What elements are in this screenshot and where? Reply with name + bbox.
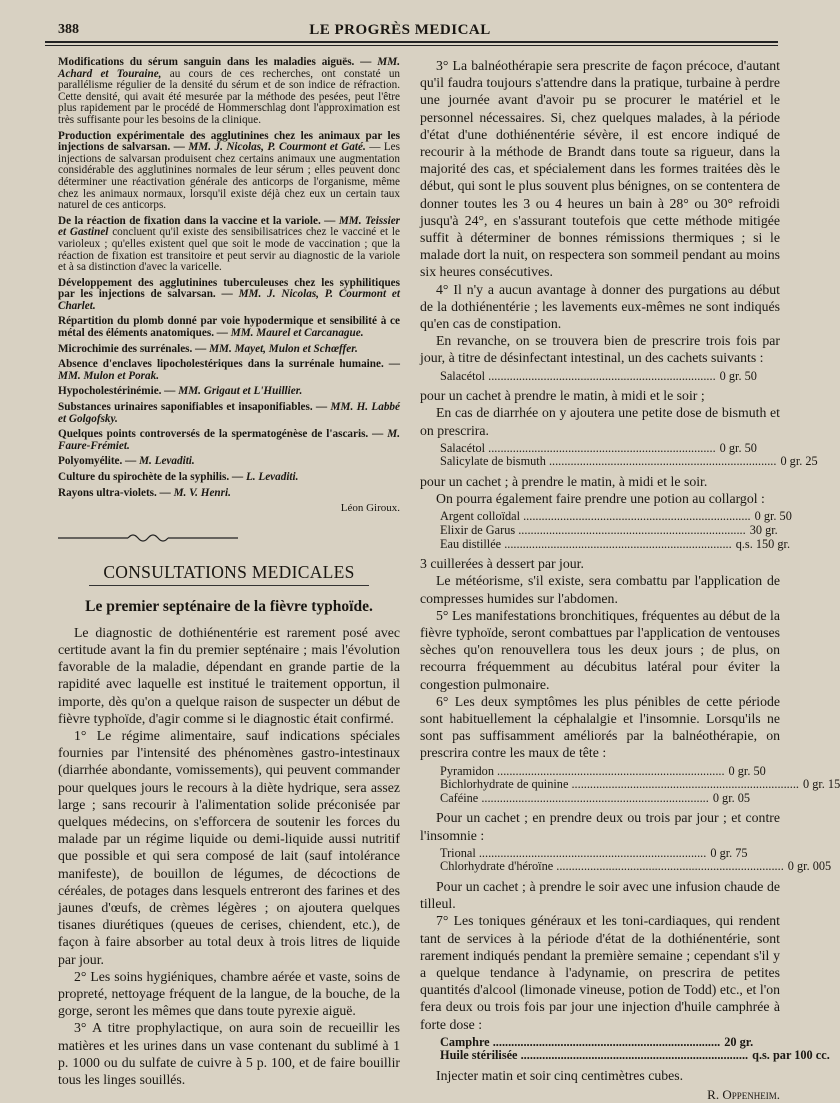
ingredient-name: Caféine ..... <box>440 792 709 806</box>
paragraph: En revanche, on se trouvera bien de prescrire trois fois par jour, à titre de désinfectant intestinal, un des cachets suivants : <box>420 333 780 366</box>
ingredient-name: Pyramidon ..... <box>440 765 725 779</box>
paragraph: Pour un cachet ; à prendre le soir avec une infusion chaude de tilleul. <box>420 879 780 912</box>
abstract-title: Production expérimentale des agglutinines chez les animaux par les injections de salvarsan. <box>58 129 400 154</box>
paragraph: On pourra également faire prendre une potion au collargol : <box>436 491 765 507</box>
abstract-entry <box>58 344 400 356</box>
paragraph: Le diagnostic de dothiénentérie est rarement posé avec certitude avant la fin du premier septénaire ; mais l'évolution favorable de la maladie, dépendant en grande partie de la rapidité avec laquelle est institué le traitement opportun, il importe, dès qu'on a quelque raison de suspecter un début de fièvre typhoïde, d'agir comme si le diagnostic était confirmé. <box>58 624 400 726</box>
paragraph: Le météorisme, s'il existe, sera combattu par l'application de compresses humides sur l'abdomen. <box>420 573 780 606</box>
article-author: R. Oppenheim. <box>707 1087 780 1103</box>
article-title: Le premier septénaire de la fièvre typhoïde. <box>85 597 373 615</box>
abstract-authors: — MM. Mulon et Porak. <box>58 358 401 382</box>
ingredient-dose: 0 gr. 05 <box>712 790 751 805</box>
abstract-title: Modifications du sérum sanguin dans les maladies aiguës. <box>58 56 355 68</box>
abstract-title: Répartition du plomb donné par voie hypodermique et sensibilité à ce métal des éléments anatomiques. <box>58 315 400 340</box>
abstract-title: Substances urinaires saponifiables et insaponifiables. <box>58 401 313 414</box>
prescription-line <box>440 523 778 538</box>
prescription-line <box>440 536 791 552</box>
ingredient-dose: 0 gr. 50 <box>728 763 766 778</box>
abstract-text: au cours de ces recherches, ont constaté un parallélisme régulier de la densité du sérum et de son indice de réfraction. Cette densité, qui avait été mesurée par la méthode des pesées, peut l'être plus rapidement par le procédé de Hommerschlag dont l'approximation est très suffisante pour les besoins de la clinique. <box>58 67 401 126</box>
right-column <box>420 57 840 1103</box>
paragraph: 1° Le régime alimentaire, sauf indications spéciales fournies par l'intensité des phénomènes gastro-intestinaux (diarrhée abondante, vomissements), qui peuvent commander pour quelques jours le recours à la diète hydrique, sera assez large ; sans recourir à l'alimentation solide préconisée par quelques médecins, on s'efforcera de soutenir les forces du malade par un régime liquide ou demi-liquide aussi nutritif que possible et qui sera composé de lait (sauf intolérance manifeste), de bouillon de légumes, de décoctions de céréales, de potages dans lesquels entreront des farines et des jaunes d'œufs, de crèmes légères ; on ajoutera quelques tisanes diurétiques (queues de cerises, chiendent, etc.), de façon à faire absorber au total deux à trois litres de liquide par jour. <box>58 728 400 967</box>
ingredient-dose: 0 gr. 005 <box>787 859 832 874</box>
abstract-entry <box>58 278 400 313</box>
prescription-line <box>440 454 818 469</box>
abstract-entry <box>58 57 400 127</box>
ingredient-dose: 0 gr. 25 <box>780 454 818 469</box>
ingredient-name: Trional ..... <box>440 847 706 861</box>
header-rule <box>45 41 778 43</box>
paragraph: pour un cachet ; à prendre le matin, à midi et le soir. <box>420 474 708 490</box>
paragraph: Injecter matin et soir cinq centimètres cubes. <box>436 1068 684 1084</box>
prescription-line <box>440 859 832 874</box>
abstract-title: Polyomyélite. <box>58 455 123 468</box>
abstract-authors: — M. Faure-Frémiet. <box>58 428 400 452</box>
ornamental-divider-icon <box>58 531 238 545</box>
paragraph: 5° Les manifestations bronchitiques, fréquentes au début de la fièvre typhoïde, seront combattues par l'application de ventouses sèches qu'on renouvellera tous les deux jours ; de plus, on recourra fréquemment au décubitus latéral pour éviter la congestion pulmonaire. <box>420 607 780 692</box>
ingredient-dose: 0 gr. 75 <box>710 845 748 860</box>
ingredient-dose: 0 gr. 50 <box>719 368 757 383</box>
ingredient-name: Bichlorhydrate de quinine ..... <box>440 778 799 792</box>
prescription-block <box>440 1034 830 1063</box>
ingredient-dose: q.s. par 100 cc. <box>752 1048 830 1063</box>
ingredient-dose: 30 gr. <box>749 523 778 538</box>
abstract-authors: — MM. Achard et Touraine, <box>58 56 400 80</box>
abstract-title: Développement des agglutinines tuberculeuses chez les syphilitiques par les injections de salvarsan. <box>58 276 400 301</box>
abstract-title: Rayons ultra-violets. <box>58 486 157 499</box>
abstract-authors: — MM. H. Labbé et Golgofsky. <box>58 401 400 425</box>
abstract-entry <box>58 386 400 398</box>
abstract-entry <box>58 131 400 212</box>
ingredient-dose: 20 gr. <box>724 1034 754 1049</box>
society-abstracts <box>58 57 400 499</box>
prescription-line <box>440 1034 754 1050</box>
ingredient-name: Salacétol ..... <box>440 442 716 456</box>
abstract-authors: — M. V. Henri. <box>159 486 231 499</box>
abstract-title: De la réaction de fixation dans la vaccine et la variole. <box>58 214 321 227</box>
abstract-authors: — MM. J. Nicolas, P. Courmont et Gaté. <box>173 141 366 154</box>
prescription-line <box>440 777 840 792</box>
ingredient-name: Chlorhydrate d'héroïne ..... <box>440 860 784 874</box>
ingredient-dose: 0 gr. 50 <box>754 509 792 524</box>
prescription-line <box>440 440 757 456</box>
ingredient-name: Argent colloïdal ..... <box>440 510 751 524</box>
abstract-entry <box>58 488 400 500</box>
ingredient-name: Eau distillée ..... <box>440 538 732 552</box>
section-title: CONSULTATIONS MEDICALES <box>103 561 355 582</box>
prescription-line <box>440 845 748 861</box>
paragraph: 3 cuillerées à dessert par jour. <box>420 556 584 572</box>
prescription-line <box>440 1048 830 1063</box>
abstract-entry <box>58 429 400 452</box>
paragraph: 3° La balnéothérapie sera prescrite de façon précoce, d'autant qu'il faudra toujours s'attendre dans la pratique, turbaine à perdre une journée avant d'avoir pu se procurer le matériel et le personnel nécessaires. Si, chez quelques malades, à la période d'état d'une dothiénentérie sévère, il est encore indiqué de recourir à la méthode de Brandt dans toute sa rigueur, dans la majorité des cas, et spécialement dans les formes traitées dès le début, qui sont le plus souvent plus bénignes, on se contentera de donner toutes les 3 ou 4 heures un bain à 28° ou 30° refroidi jusqu'à 24°, en s'assurant toutefois que cette méthode mitigée suffit à déterminer de bonnes rémissions thermiques ; si le malade dort la nuit, on respectera son sommeil pendant au moins six heures consécutives. <box>420 58 780 280</box>
paragraph: 7° Les toniques généraux et les toni-cardiaques, qui rendent tant de services à la période d'état de la dothiénentérie, sont rarement indiqués pendant la première semaine ; cependant s'il y a quelque tendance à l'adynamie, on prescrira de petites quantités d'alcool (limonade vineuse, potion de Todd) etc., et l'on fera deux ou trois fois par jour une injection d'huile camphrée à forte dose : <box>420 913 780 1032</box>
prescription-line <box>440 509 792 524</box>
prescription-line <box>440 368 757 384</box>
abstract-title: Quelques points controversés de la spermatogénèse de l'ascaris. <box>58 428 369 441</box>
paragraph: Pour un cachet ; en prendre deux ou trois par jour ; et contre l'insomnie : <box>420 810 780 843</box>
abstract-authors: — MM. Mayet, Mulon et Schœffer. <box>195 342 358 355</box>
abstract-text: — Les injections de salvarsan produisent chez certains animaux une augmentation considérable des agglutinines normales de leur sérum ; elles peuvent donc déterminer une réactivation générale des anticorps de l'organisme, même chez les animaux normaux, lorsqu'il existe déjà chez eux un certain taux naturel de ces anticorps. <box>58 141 401 212</box>
abstract-authors: — MM. Maurel et Carcanague. <box>216 327 364 340</box>
ingredient-dose: 0 gr. 15 <box>802 777 840 792</box>
ingredient-name: Salacétol ..... <box>440 370 716 384</box>
paragraph: 4° Il n'y a aucun avantage à donner des purgations au début de la dothiénentérie ; les lavements eux-mêmes ne sont indiqués qu'en cas de constipation. <box>420 281 780 332</box>
prescription-block <box>440 763 840 806</box>
prescription-block <box>440 368 757 384</box>
article-body-left <box>58 624 400 1088</box>
ingredient-name: Elixir de Garus ..... <box>440 524 746 538</box>
abstract-entry <box>58 316 400 339</box>
abstract-entry <box>58 359 400 382</box>
paragraph: pour un cachet à prendre le matin, à midi et le soir ; <box>420 388 705 404</box>
left-column <box>58 57 400 1088</box>
abstract-authors: — MM. Grigaut et L'Huillier. <box>164 385 303 398</box>
abstract-authors: — M. Levaditi. <box>125 455 195 468</box>
abstract-authors: — L. Levaditi. <box>231 471 299 483</box>
abstract-title: Hypocholestérinémie. <box>58 385 162 398</box>
abstract-title: Culture du spirochète de la syphilis. <box>58 471 230 483</box>
page-number: 388 <box>58 22 79 37</box>
ingredient-dose: q.s. 150 gr. <box>735 536 791 551</box>
ingredient-name: Salicylate de bismuth ..... <box>440 455 776 469</box>
prescription-block <box>440 845 832 874</box>
abstract-authors: — MM. J. Nicolas, P. Courmont et Charlet. <box>58 288 401 312</box>
paragraph: 3° A titre prophylactique, on aura soin de recueillir les matières et les urines dans un vase contenant du sublimé à 1 p. 1000 ou du sulfate de cuivre à 5 p. 100, et de faire bouillir tous les linges souillés. <box>58 1020 400 1088</box>
page-header <box>0 0 800 40</box>
paragraph: 6° Les deux symptômes les plus pénibles de cette période sont habituellement la céphalalgie et l'insomnie. Lorsqu'ils ne sont pas suffisamment améliorés par la balnéothérapie, on prescrira contre les maux de tête : <box>420 693 780 761</box>
paragraph: En cas de diarrhée on y ajoutera une petite dose de bismuth et on prescrira. <box>420 405 780 438</box>
prescription-block <box>440 440 818 469</box>
abstract-entry <box>58 402 400 425</box>
abstract-entry <box>58 472 400 484</box>
abstract-authors: — MM. Teissier et Gastinel <box>58 214 401 239</box>
header-rule-thin <box>45 45 778 46</box>
section-underline <box>89 585 369 586</box>
ingredient-dose: 0 gr. 50 <box>719 440 757 455</box>
paragraph: 2° Les soins hygiéniques, chambre aérée et vaste, soins de propreté, nettoyage fréquent de la langue, de la bouche, de la gorge, seront les mêmes que dans toute pyrexie aiguë. <box>58 968 400 1019</box>
abstract-title: Absence d'enclaves lipocholestériques dans la surrénale humaine. <box>58 358 384 371</box>
abstracts-signature: Léon Giroux. <box>340 502 400 515</box>
abstract-entry <box>58 456 400 468</box>
prescription-line <box>440 790 751 806</box>
ingredient-name: Huile stérilisée ..... <box>440 1049 748 1063</box>
abstract-title: Microchimie des surrénales. <box>58 342 193 355</box>
prescription-block <box>440 509 792 551</box>
abstract-entry <box>58 216 400 274</box>
prescription-line <box>440 763 766 779</box>
abstract-text: concluent qu'il existe des sensibilisatrices chez le vacciné et le varioleux ; qu'elles existent quel que soit le mode de vaccination ; que la réaction de fixation est transitoire et peut servir au diagnostic de la variole et à sa distinction d'avec la varicelle. <box>58 226 400 274</box>
ingredient-name: Camphre ..... <box>440 1036 720 1050</box>
journal-title: LE PROGRÈS MEDICAL <box>309 22 491 38</box>
